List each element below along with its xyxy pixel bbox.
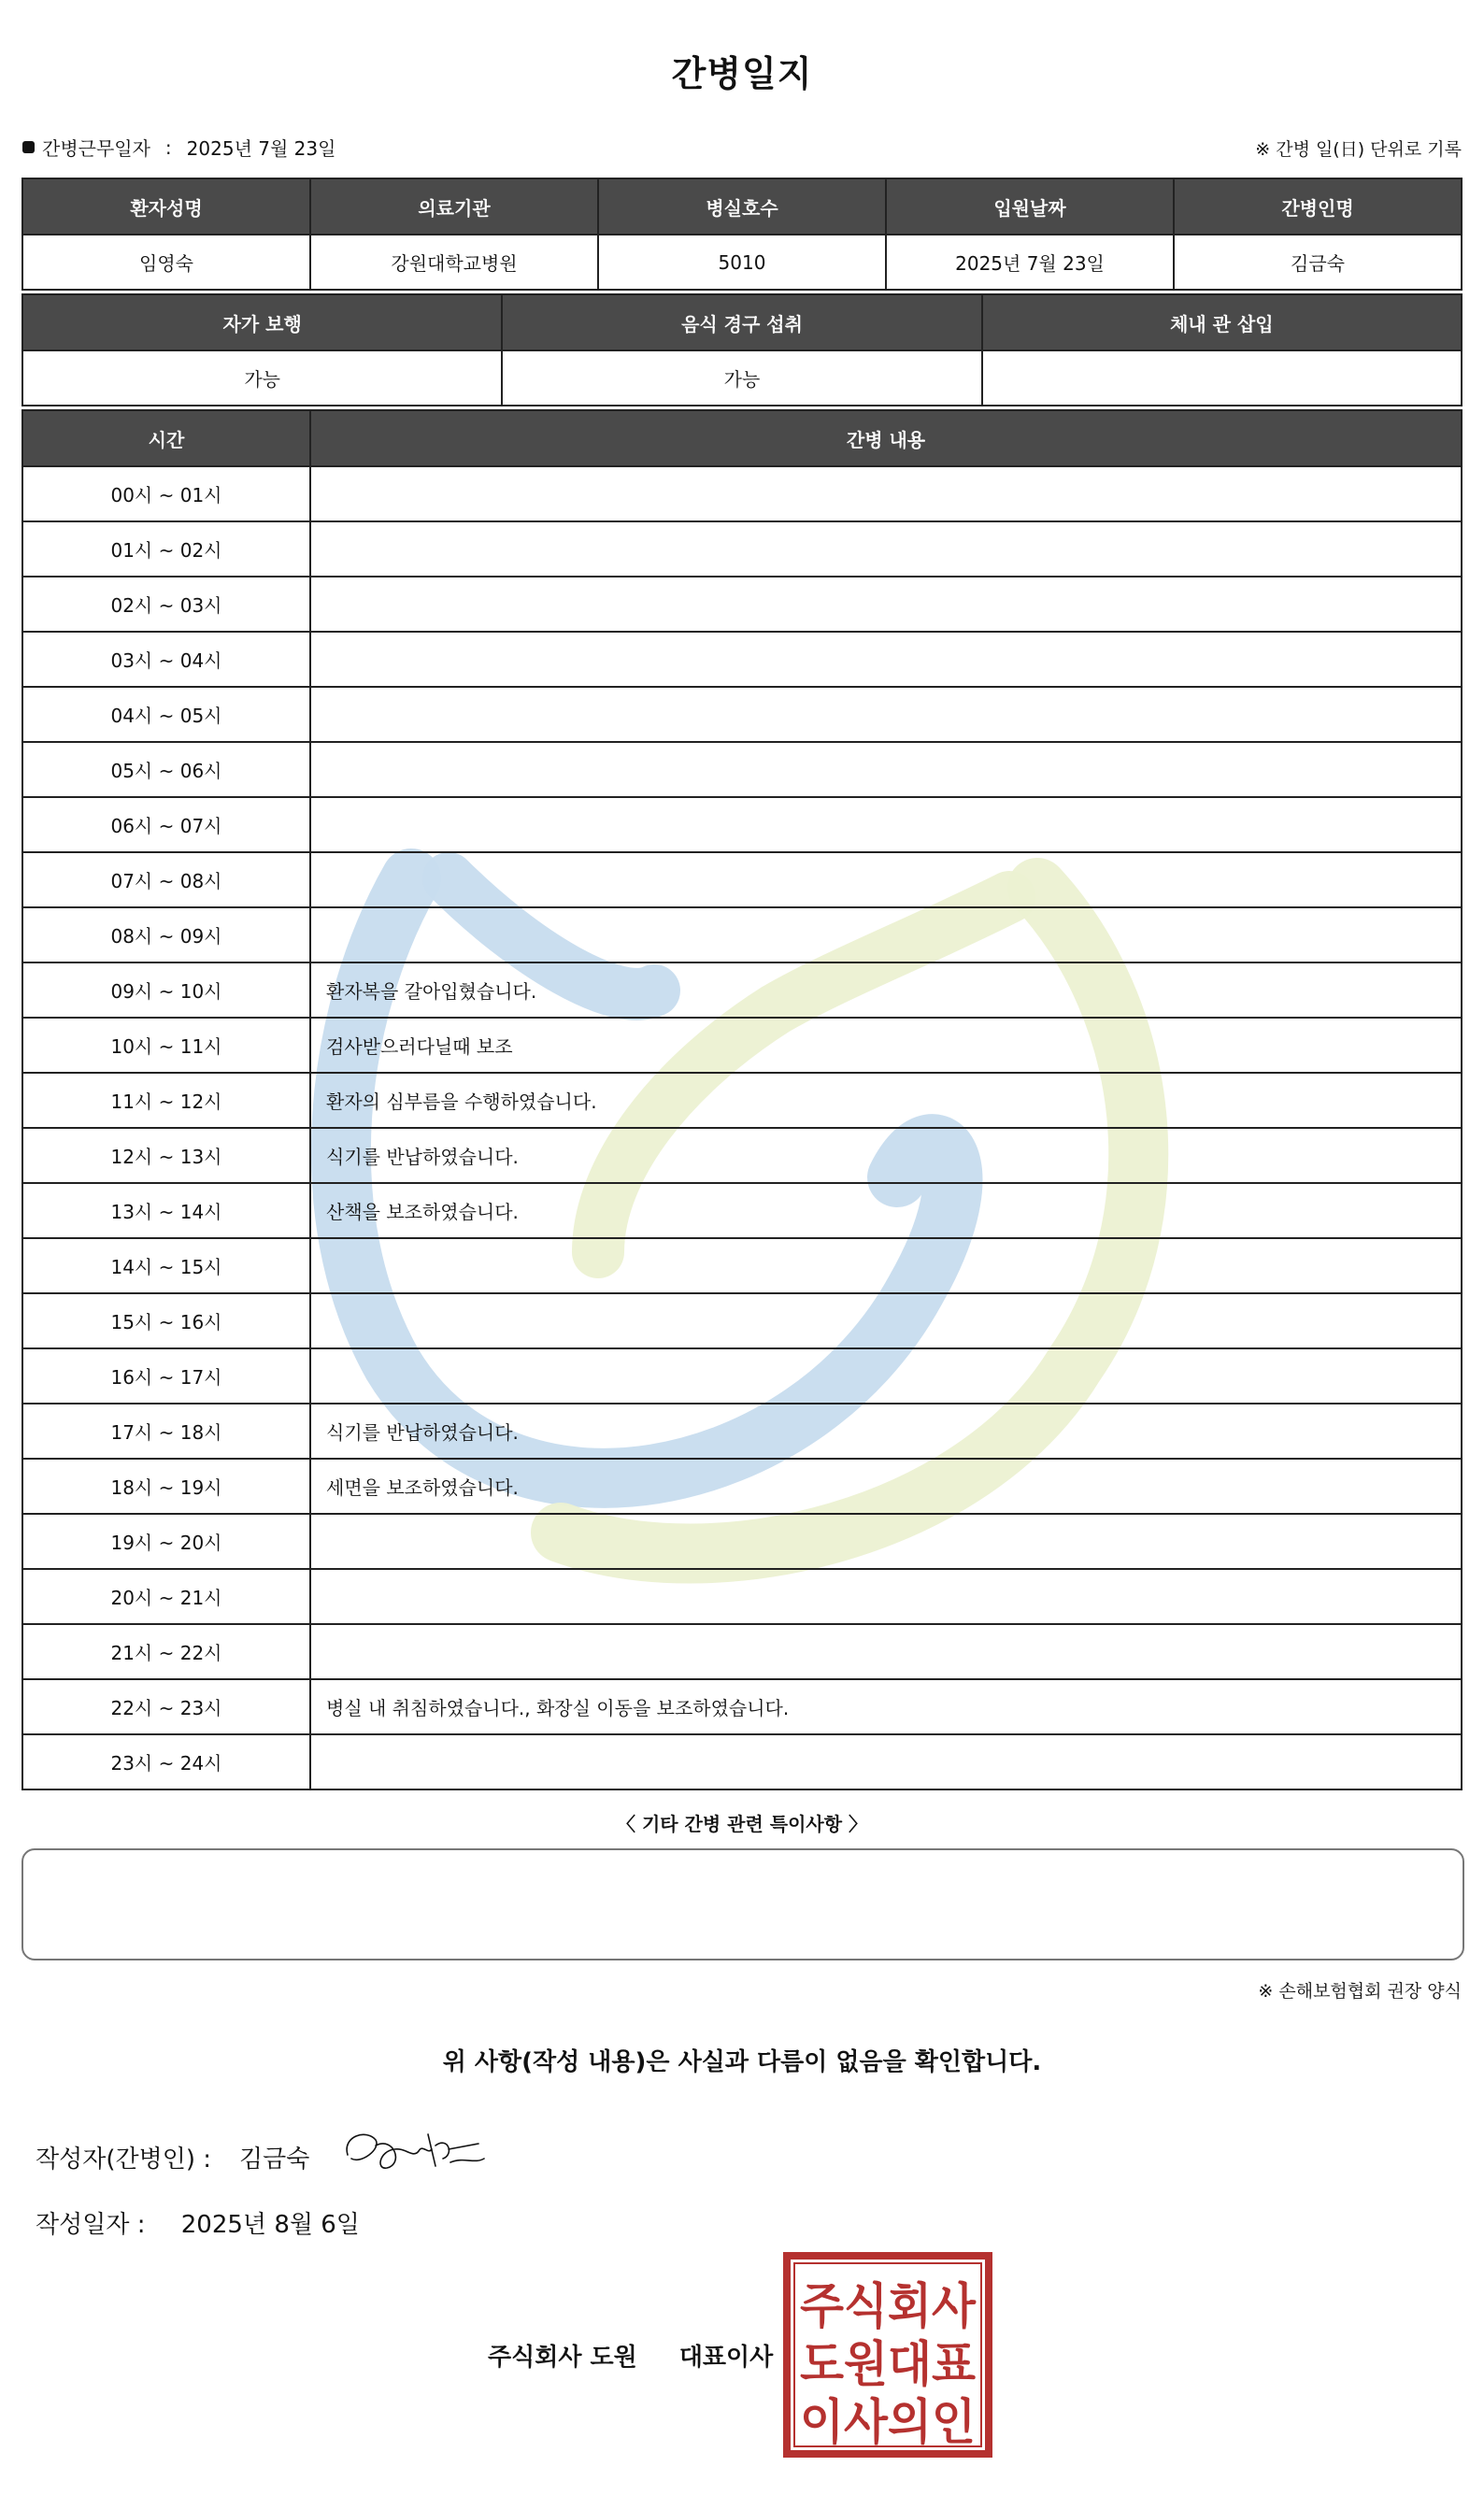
care-content	[310, 577, 1462, 632]
care-content	[310, 466, 1462, 521]
table-row	[22, 852, 1462, 907]
care-content	[310, 907, 1462, 962]
time-slot: 10시 ~ 11시	[22, 1018, 310, 1073]
table-row	[22, 1293, 1462, 1348]
time-slot: 01시 ~ 02시	[22, 521, 310, 577]
oral-intake-value: 가능	[502, 350, 981, 406]
table-row	[22, 687, 1462, 742]
care-content: 세면을 보조하였습니다.	[310, 1459, 1462, 1514]
header-patient-name: 환자성명	[22, 178, 310, 235]
company-line	[488, 2338, 773, 2373]
care-content	[310, 852, 1462, 907]
time-slot: 04시 ~ 05시	[22, 687, 310, 742]
work-date-value: 2025년 7월 23일	[186, 137, 336, 160]
care-content	[310, 1569, 1462, 1624]
written-date-value: 2025년 8월 6일	[180, 2211, 360, 2239]
bullet-icon	[22, 141, 35, 153]
special-notes-title: 〈 기타 간병 관련 특이사항 〉	[616, 1813, 867, 1835]
care-content: 병실 내 취침하였습니다., 화장실 이동을 보조하였습니다.	[310, 1679, 1462, 1734]
time-slot: 12시 ~ 13시	[22, 1128, 310, 1183]
care-content	[310, 687, 1462, 742]
header-room-number: 병실호수	[598, 178, 886, 235]
care-content: 환자복을 갈아입혔습니다.	[310, 962, 1462, 1018]
time-slot: 23시 ~ 24시	[22, 1734, 310, 1789]
written-date-label: 작성일자 :	[36, 2211, 146, 2239]
time-slot: 05시 ~ 06시	[22, 742, 310, 797]
table-row	[22, 1404, 1462, 1459]
confirmation-statement: 위 사항(작성 내용)은 사실과 다름이 없음을 확인합니다.	[442, 2048, 1042, 2076]
time-slot: 02시 ~ 03시	[22, 577, 310, 632]
company-name: 주식회사 도원	[488, 2344, 637, 2372]
written-date-line	[36, 2205, 360, 2240]
table-row	[22, 1073, 1462, 1128]
hospital-name: 강원대학교병원	[310, 235, 598, 290]
company-seal	[781, 2250, 994, 2459]
time-slot: 09시 ~ 10시	[22, 962, 310, 1018]
patient-info-table	[21, 178, 1463, 291]
table-row	[22, 577, 1462, 632]
svg-text:도원대표: 도원대표	[800, 2337, 976, 2393]
care-content: 검사받으러다닐때 보조	[310, 1018, 1462, 1073]
care-content	[310, 1293, 1462, 1348]
table-row	[22, 1348, 1462, 1404]
care-log-table	[21, 409, 1463, 1790]
care-content: 산책을 보조하였습니다.	[310, 1183, 1462, 1238]
care-content	[310, 742, 1462, 797]
svg-text:주식회사: 주식회사	[800, 2279, 977, 2335]
header-time: 시간	[22, 410, 310, 466]
care-content	[310, 521, 1462, 577]
table-row	[22, 907, 1462, 962]
header-care-content: 간병 내용	[310, 410, 1462, 466]
admission-date: 2025년 7월 23일	[886, 235, 1174, 290]
time-slot: 03시 ~ 04시	[22, 632, 310, 687]
author-name: 김금숙	[239, 2146, 310, 2174]
time-slot: 22시 ~ 23시	[22, 1679, 310, 1734]
care-content: 환자의 심부름을 수행하였습니다.	[310, 1073, 1462, 1128]
time-slot: 08시 ~ 09시	[22, 907, 310, 962]
time-slot: 17시 ~ 18시	[22, 1404, 310, 1459]
table-row	[22, 1183, 1462, 1238]
table-row	[22, 1624, 1462, 1679]
header-caregiver-name: 간병인명	[1174, 178, 1462, 235]
time-slot: 06시 ~ 07시	[22, 797, 310, 852]
header-self-walking: 자가 보행	[22, 294, 502, 350]
table-row	[22, 1128, 1462, 1183]
time-slot: 14시 ~ 15시	[22, 1238, 310, 1293]
record-unit-note: ※ 간병 일(日) 단위로 기록	[1255, 139, 1462, 160]
handwritten-signature	[338, 2117, 488, 2183]
care-content	[310, 797, 1462, 852]
care-content	[310, 1514, 1462, 1569]
time-slot: 19시 ~ 20시	[22, 1514, 310, 1569]
patient-status-table	[21, 293, 1463, 406]
table-row	[22, 1679, 1462, 1734]
time-slot: 15시 ~ 16시	[22, 1293, 310, 1348]
time-slot: 18시 ~ 19시	[22, 1459, 310, 1514]
table-row	[22, 962, 1462, 1018]
table-row	[22, 742, 1462, 797]
room-number: 5010	[598, 235, 886, 290]
table-row	[22, 1569, 1462, 1624]
care-content	[310, 1734, 1462, 1789]
table-row	[22, 1514, 1462, 1569]
time-slot: 11시 ~ 12시	[22, 1073, 310, 1128]
time-slot: 07시 ~ 08시	[22, 852, 310, 907]
author-label: 작성자(간병인) :	[36, 2146, 212, 2174]
table-row	[22, 632, 1462, 687]
care-content	[310, 632, 1462, 687]
header-oral-intake: 음식 경구 섭취	[502, 294, 981, 350]
time-slot: 20시 ~ 21시	[22, 1569, 310, 1624]
table-row	[22, 466, 1462, 521]
tube-insertion-value	[982, 350, 1462, 406]
time-slot: 13시 ~ 14시	[22, 1183, 310, 1238]
svg-text:이사의인: 이사의인	[800, 2395, 976, 2451]
caregiver-name: 김금숙	[1174, 235, 1462, 290]
table-row	[22, 1734, 1462, 1789]
patient-name: 임영숙	[22, 235, 310, 290]
header-admission-date: 입원날짜	[886, 178, 1174, 235]
table-row	[22, 1459, 1462, 1514]
care-content: 식기를 반납하였습니다.	[310, 1128, 1462, 1183]
representative-title: 대표이사	[678, 2344, 774, 2372]
page-title: 간병일지	[671, 53, 813, 94]
time-slot: 00시 ~ 01시	[22, 466, 310, 521]
care-content: 식기를 반납하였습니다.	[310, 1404, 1462, 1459]
care-content	[310, 1624, 1462, 1679]
special-notes-box	[21, 1848, 1464, 1960]
time-slot: 21시 ~ 22시	[22, 1624, 310, 1679]
separator: :	[164, 135, 172, 159]
table-row	[22, 1238, 1462, 1293]
header-tube-insertion: 체내 관 삽입	[982, 294, 1462, 350]
table-row	[22, 1018, 1462, 1073]
time-slot: 16시 ~ 17시	[22, 1348, 310, 1404]
header-hospital: 의료기관	[310, 178, 598, 235]
self-walking-value: 가능	[22, 350, 502, 406]
work-date-line	[22, 134, 335, 161]
work-date-label: 간병근무일자	[42, 137, 150, 160]
table-row	[22, 797, 1462, 852]
table-row	[22, 521, 1462, 577]
form-source-note: ※ 손해보험협회 권장 양식	[1258, 1981, 1462, 2002]
care-content	[310, 1348, 1462, 1404]
author-line	[36, 2140, 309, 2174]
care-content	[310, 1238, 1462, 1293]
